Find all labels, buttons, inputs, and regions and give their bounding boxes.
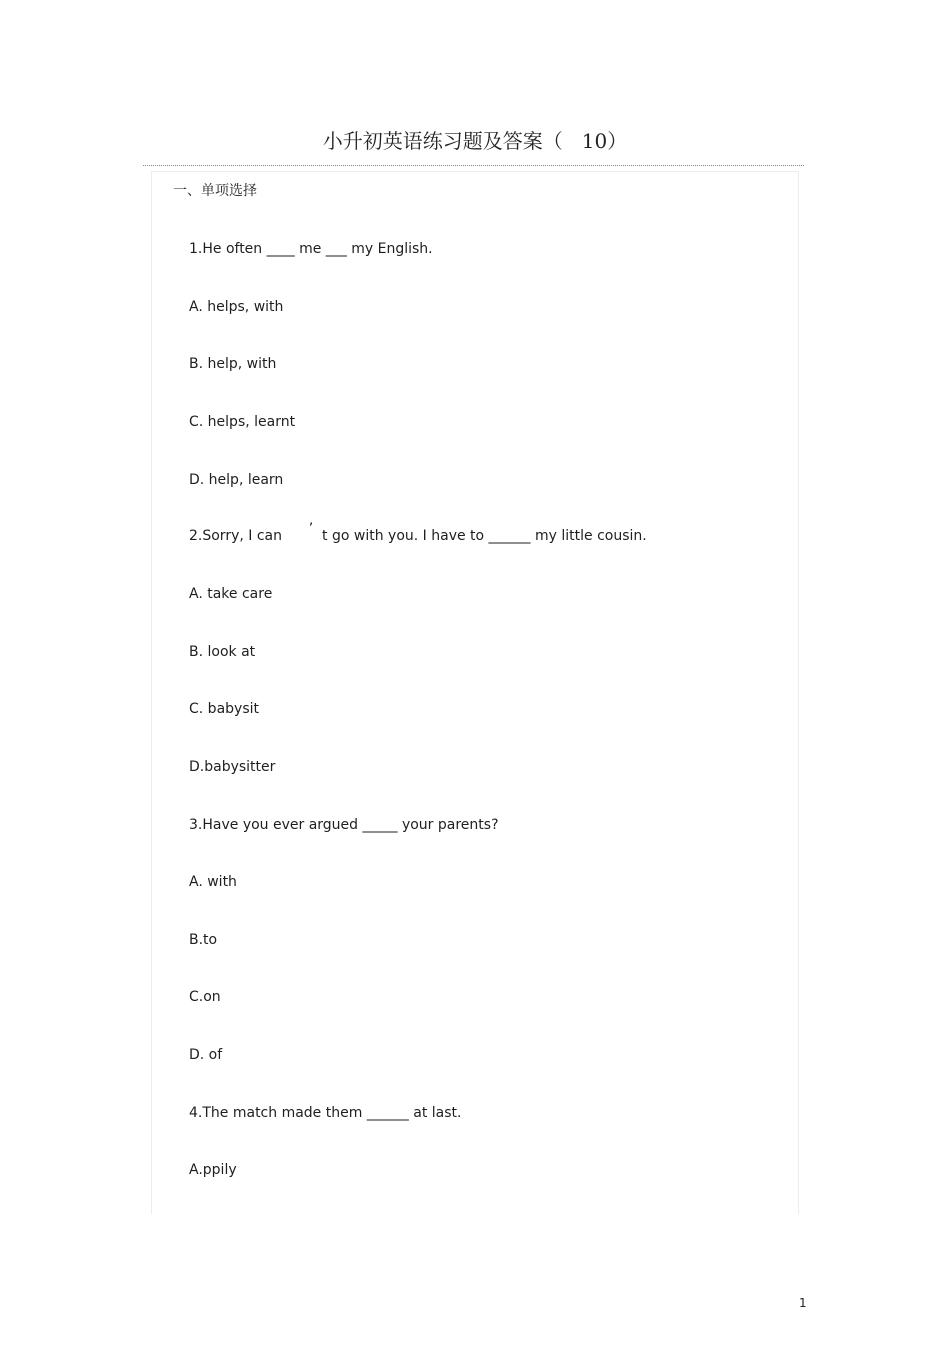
question-1-option-b: B. help, with: [189, 356, 277, 372]
question-2-part-1: 2.Sorry, I can: [189, 528, 309, 544]
question-3: 3.Have you ever argued _____ your parents?: [189, 817, 499, 833]
question-3-option-b: B.to: [189, 932, 218, 948]
question-2-apostrophe: ’: [308, 521, 314, 537]
question-2: [189, 521, 647, 546]
question-1-option-d: D. help, learn: [189, 472, 284, 488]
question-2-part-2: t go with you. I have to ______ my little cousin.: [313, 528, 647, 544]
question-4: 4.The match made them ______ at last.: [189, 1105, 462, 1121]
question-1-option-c: C. helps, learnt: [189, 414, 296, 430]
question-3-option-c: C.on: [189, 989, 221, 1005]
page-title: 小升初英语练习题及答案（ 10）: [322, 129, 628, 153]
question-1-option-a: A. helps, with: [189, 299, 284, 315]
title-divider: [143, 165, 804, 166]
question-2-option-a: A. take care: [189, 586, 273, 602]
question-4-option-a: A.ppily: [189, 1162, 237, 1178]
section-heading: 一、单项选择: [173, 183, 257, 199]
content-frame: [151, 171, 799, 1214]
question-2-option-c: C. babysit: [189, 701, 259, 717]
question-2-option-d: D.babysitter: [189, 759, 276, 775]
question-3-option-a: A. with: [189, 874, 237, 890]
question-2-option-b: B. look at: [189, 644, 256, 660]
question-1: 1.He often ____ me ___ my English.: [189, 241, 433, 257]
question-3-option-d: D. of: [189, 1047, 223, 1063]
page-number: 1: [799, 1296, 807, 1310]
